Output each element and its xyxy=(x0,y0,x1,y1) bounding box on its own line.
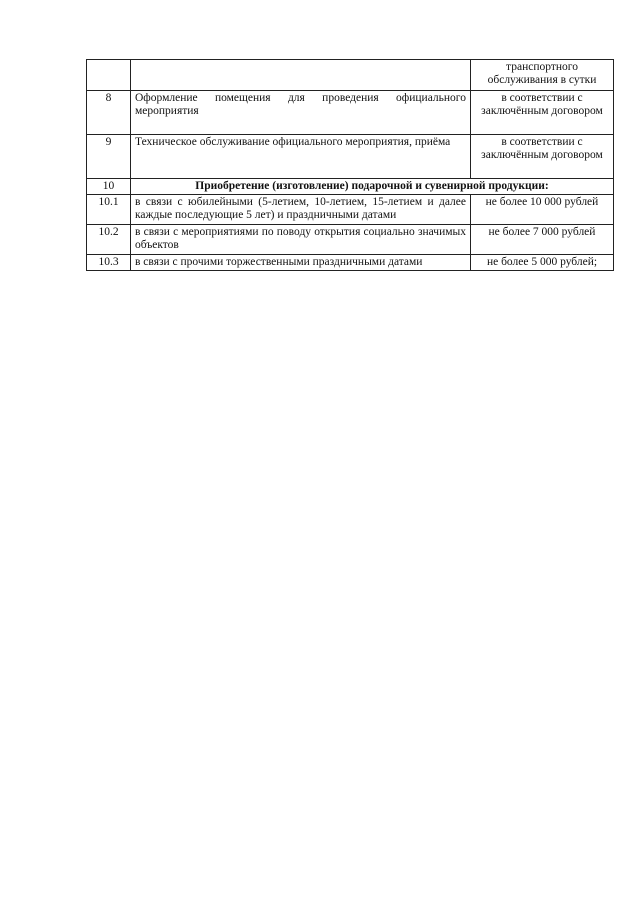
table-row xyxy=(87,195,614,225)
table-row xyxy=(87,91,614,135)
table-row xyxy=(87,60,614,91)
row-number-cell: 8 xyxy=(87,91,131,135)
table-row xyxy=(87,225,614,255)
row-name-cell: в связи с юбилейными (5-летием, 10-летием, 15-летием и далее каждые последующие 5 лет) и праздничными датами xyxy=(131,195,471,225)
row-norm-cell: не более 5 000 рублей; xyxy=(471,255,614,271)
table-row xyxy=(87,255,614,271)
row-number-cell: 9 xyxy=(87,135,131,179)
row-norm-cell: не более 7 000 рублей xyxy=(471,225,614,255)
row-name-cell xyxy=(131,60,471,91)
row-name-cell: в связи с прочими торжественными праздничными датами xyxy=(131,255,471,271)
row-norm-cell: транспортного обслуживания в сутки xyxy=(471,60,614,91)
row-norm-cell: в соответствии с заключённым договором xyxy=(471,91,614,135)
row-name-cell: Оформление помещения для проведения официального мероприятия xyxy=(131,91,471,135)
table-row xyxy=(87,135,614,179)
row-norm-cell: не более 10 000 рублей xyxy=(471,195,614,225)
expense-norms-table xyxy=(86,59,614,271)
row-number-cell: 10.3 xyxy=(87,255,131,271)
section-heading-cell: Приобретение (изготовление) подарочной и сувенирной продукции: xyxy=(131,179,614,195)
section-row xyxy=(87,179,614,195)
row-number-cell xyxy=(87,60,131,91)
row-norm-cell: в соответствии с заключённым договором xyxy=(471,135,614,179)
row-name-cell: Техническое обслуживание официального мероприятия, приёма xyxy=(131,135,471,179)
row-number-cell: 10 xyxy=(87,179,131,195)
row-number-cell: 10.2 xyxy=(87,225,131,255)
row-number-cell: 10.1 xyxy=(87,195,131,225)
row-name-cell: в связи с мероприятиями по поводу открытия социально значимых объектов xyxy=(131,225,471,255)
